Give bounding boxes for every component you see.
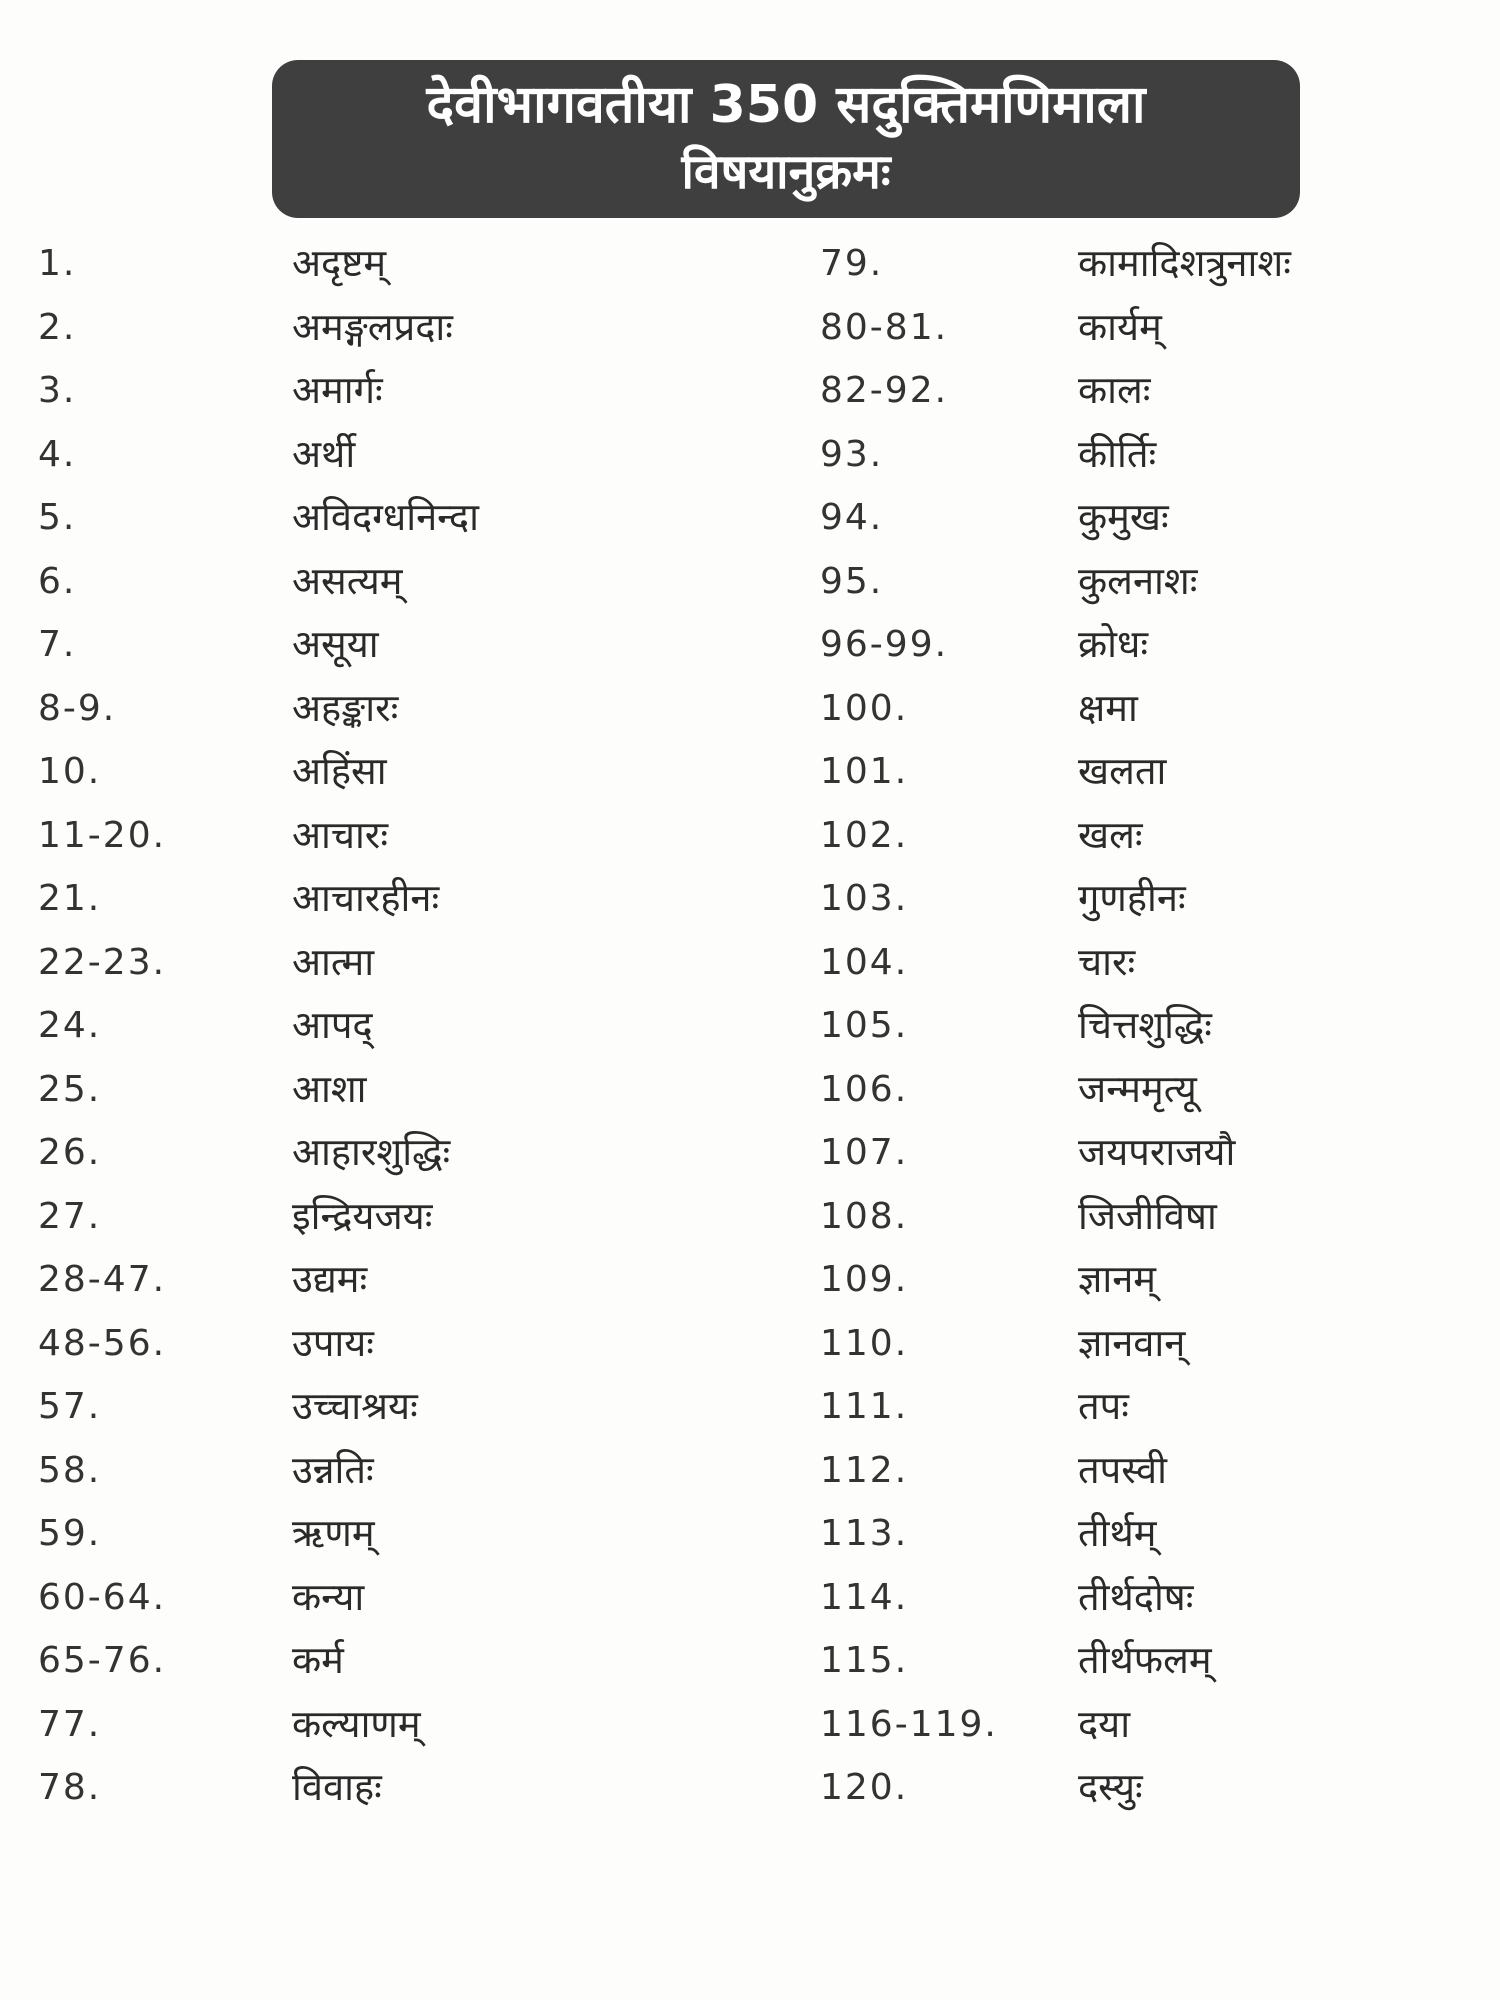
toc-entry: [820, 1629, 1490, 1693]
toc-entry: [30, 232, 800, 296]
toc-entry: [820, 1248, 1490, 1312]
toc-entry-number: 24.: [38, 1005, 102, 1046]
toc-entry-number: 80-81.: [820, 306, 949, 348]
toc-entry: [820, 1121, 1490, 1185]
toc-entry-number: 79.: [820, 243, 884, 284]
toc-entry-number: 105.: [820, 1005, 909, 1046]
toc-entry-number: 25.: [38, 1068, 102, 1110]
toc-entry-number: 94.: [820, 497, 884, 538]
toc-entry-topic: अविदग्धनिन्दा: [292, 495, 479, 539]
toc-entry-number: 110.: [820, 1322, 909, 1364]
toc-entry-topic: उपायः: [292, 1320, 374, 1365]
toc-entry-topic: अमार्गः: [292, 368, 383, 412]
toc-entry-number: 7.: [38, 624, 77, 665]
toc-entry-topic: आचारहीनः: [292, 876, 440, 920]
toc-entry-number: 2.: [38, 306, 77, 348]
toc-entry-topic: उच्चाश्रयः: [292, 1384, 418, 1428]
toc-entry-topic: ज्ञानम्: [1078, 1257, 1157, 1301]
toc-entry-topic: ज्ञानवान्: [1078, 1320, 1186, 1365]
toc-entry: [30, 550, 800, 614]
toc-entry: [30, 931, 800, 995]
toc-entry-number: 82-92.: [820, 370, 949, 411]
toc-entry-topic: जयपराजयौ: [1078, 1130, 1236, 1174]
toc-entry: [820, 550, 1490, 614]
toc-entry-number: 78.: [38, 1767, 102, 1808]
toc-entry-topic: दस्युः: [1078, 1765, 1143, 1809]
toc-entry-topic: कर्म: [292, 1638, 344, 1682]
toc-entry-topic: खलता: [1078, 749, 1167, 793]
title-banner: [272, 60, 1300, 218]
toc-entry: [30, 1439, 800, 1503]
toc-entry-topic: क्षमा: [1078, 685, 1138, 730]
page-title: देवीभागवतीया 350 सदुक्तिमणिमाला: [426, 75, 1146, 135]
toc-entry-topic: कल्याणम्: [292, 1701, 421, 1746]
toc-entry-topic: आशा: [292, 1066, 367, 1111]
toc-right-column: [820, 232, 1490, 1820]
toc-entry-topic: आपद्: [292, 1003, 373, 1047]
toc-entry-number: 6.: [38, 560, 77, 602]
toc-entry-topic: खलः: [1078, 812, 1143, 857]
toc-entry: [820, 1058, 1490, 1122]
toc-entry-topic: विवाहः: [292, 1765, 382, 1809]
toc-entry-topic: तपस्वी: [1078, 1447, 1167, 1492]
toc-entry-number: 28-47.: [38, 1259, 167, 1300]
toc-entry: [820, 486, 1490, 550]
toc-entry-topic: अदृष्टम्: [292, 241, 387, 285]
toc-entry-number: 3.: [38, 370, 77, 411]
toc-entry-number: 106.: [820, 1068, 909, 1110]
toc-entry: [820, 1439, 1490, 1503]
toc-entry: [30, 296, 800, 360]
toc-entry: [30, 423, 800, 487]
toc-entry-number: 27.: [38, 1195, 102, 1237]
toc-entry-number: 65-76.: [38, 1640, 167, 1681]
toc-entry: [820, 1756, 1490, 1820]
toc-entry: [30, 1502, 800, 1566]
toc-entry: [30, 486, 800, 550]
toc-left-column: [30, 232, 800, 1820]
toc-entry-number: 4.: [38, 433, 77, 475]
toc-entry-topic: तीर्थम्: [1078, 1511, 1157, 1555]
toc-entry-number: 11-20.: [38, 814, 167, 856]
toc-entry: [820, 613, 1490, 677]
toc-entry: [30, 1629, 800, 1693]
toc-entry: [820, 1566, 1490, 1630]
toc-entry: [820, 1693, 1490, 1757]
toc-entry-number: 95.: [820, 560, 884, 602]
toc-entry: [820, 1185, 1490, 1249]
toc-entry: [820, 232, 1490, 296]
toc-entry: [30, 804, 800, 868]
toc-entry: [30, 994, 800, 1058]
toc-entry-topic: अमङ्गलप्रदाः: [292, 304, 453, 349]
toc-entry-topic: तीर्थदोषः: [1078, 1574, 1194, 1619]
toc-entry-number: 57.: [38, 1386, 102, 1427]
toc-entry: [820, 867, 1490, 931]
toc-entry-number: 112.: [820, 1449, 909, 1491]
toc-entry-number: 77.: [38, 1703, 102, 1745]
toc-entry-number: 48-56.: [38, 1322, 167, 1364]
toc-entry-topic: जिजीविषा: [1078, 1193, 1217, 1238]
toc-entry-number: 101.: [820, 751, 909, 792]
toc-entry-number: 22-23.: [38, 941, 167, 983]
toc-entry-number: 114.: [820, 1576, 909, 1618]
toc-entry-topic: तपः: [1078, 1384, 1129, 1428]
toc-entry-topic: कुलनाशः: [1078, 558, 1198, 603]
page-subtitle: विषयानुक्रमः: [681, 144, 891, 200]
toc-entry-number: 93.: [820, 433, 884, 475]
toc-entry-number: 5.: [38, 497, 77, 538]
toc-entry-number: 21.: [38, 878, 102, 919]
toc-entry-topic: ऋणम्: [292, 1511, 375, 1555]
toc-entry-topic: अहङ्कारः: [292, 685, 399, 730]
toc-entry-number: 60-64.: [38, 1576, 167, 1618]
toc-entry-topic: कुमुखः: [1078, 495, 1169, 539]
toc-entry-number: 103.: [820, 878, 909, 919]
toc-entry-topic: कामादिशत्रुनाशः: [1078, 241, 1291, 285]
toc-entry-topic: अहिंसा: [292, 749, 387, 793]
toc-entry-topic: कीर्तिः: [1078, 431, 1157, 476]
toc-entry-number: 116-119.: [820, 1703, 998, 1745]
toc-entry: [30, 1248, 800, 1312]
toc-entry-number: 10.: [38, 751, 102, 792]
toc-entry: [820, 1312, 1490, 1376]
toc-entry: [30, 740, 800, 804]
toc-entry: [30, 613, 800, 677]
toc-entry-number: 8-9.: [38, 687, 117, 729]
toc-entry-topic: कालः: [1078, 368, 1151, 412]
toc-entry: [820, 1375, 1490, 1439]
toc-entry-topic: आत्मा: [292, 939, 375, 984]
toc-entry: [30, 1121, 800, 1185]
toc-entry-number: 1.: [38, 243, 77, 284]
toc-entry-topic: असत्यम्: [292, 558, 403, 603]
toc-entry-topic: चित्तशुद्धिः: [1078, 1003, 1212, 1047]
toc-entry-topic: अर्थी: [292, 431, 356, 476]
toc-entry: [820, 359, 1490, 423]
toc-entry-number: 111.: [820, 1386, 909, 1427]
toc-entry: [30, 1185, 800, 1249]
toc-entry-number: 104.: [820, 941, 909, 983]
toc-entry: [30, 1693, 800, 1757]
toc-entry: [820, 740, 1490, 804]
toc-entry: [30, 1312, 800, 1376]
toc-entry: [30, 677, 800, 741]
toc-entry-topic: जन्ममृत्यू: [1078, 1066, 1197, 1111]
toc-entry-topic: उद्यमः: [292, 1257, 368, 1301]
toc-entry-topic: आहारशुद्धिः: [292, 1130, 451, 1174]
toc-entry: [30, 1375, 800, 1439]
toc-entry: [820, 423, 1490, 487]
toc-entry: [30, 867, 800, 931]
toc-entry-number: 120.: [820, 1767, 909, 1808]
toc-entry-topic: असूया: [292, 622, 379, 666]
toc-entry: [820, 1502, 1490, 1566]
toc-entry: [30, 1566, 800, 1630]
toc-entry: [820, 804, 1490, 868]
toc-entry-number: 107.: [820, 1132, 909, 1173]
toc-entry-number: 59.: [38, 1513, 102, 1554]
toc-entry-topic: कार्यम्: [1078, 304, 1162, 349]
toc-entry: [820, 677, 1490, 741]
toc-entry-topic: इन्द्रियजयः: [292, 1193, 433, 1238]
toc-entry-number: 58.: [38, 1449, 102, 1491]
toc-entry: [30, 1756, 800, 1820]
toc-entry-topic: क्रोधः: [1078, 622, 1149, 666]
toc-entry-number: 113.: [820, 1513, 909, 1554]
toc-entry-number: 100.: [820, 687, 909, 729]
toc-entry-topic: गुणहीनः: [1078, 876, 1186, 920]
toc-entry-topic: दया: [1078, 1701, 1131, 1746]
toc-entry-topic: तीर्थफलम्: [1078, 1638, 1212, 1682]
toc-entry-topic: चारः: [1078, 939, 1136, 984]
toc-entry: [820, 931, 1490, 995]
table-of-contents: [0, 232, 1500, 1832]
toc-entry-number: 115.: [820, 1640, 909, 1681]
toc-entry: [820, 994, 1490, 1058]
toc-entry-topic: कन्या: [292, 1574, 365, 1619]
toc-entry: [820, 296, 1490, 360]
toc-entry-number: 109.: [820, 1259, 909, 1300]
toc-entry-number: 26.: [38, 1132, 102, 1173]
toc-entry-number: 102.: [820, 814, 909, 856]
toc-entry-number: 108.: [820, 1195, 909, 1237]
toc-entry-topic: आचारः: [292, 812, 389, 857]
toc-entry-number: 96-99.: [820, 624, 949, 665]
toc-entry: [30, 359, 800, 423]
toc-entry-topic: उन्नतिः: [292, 1447, 374, 1492]
toc-entry: [30, 1058, 800, 1122]
